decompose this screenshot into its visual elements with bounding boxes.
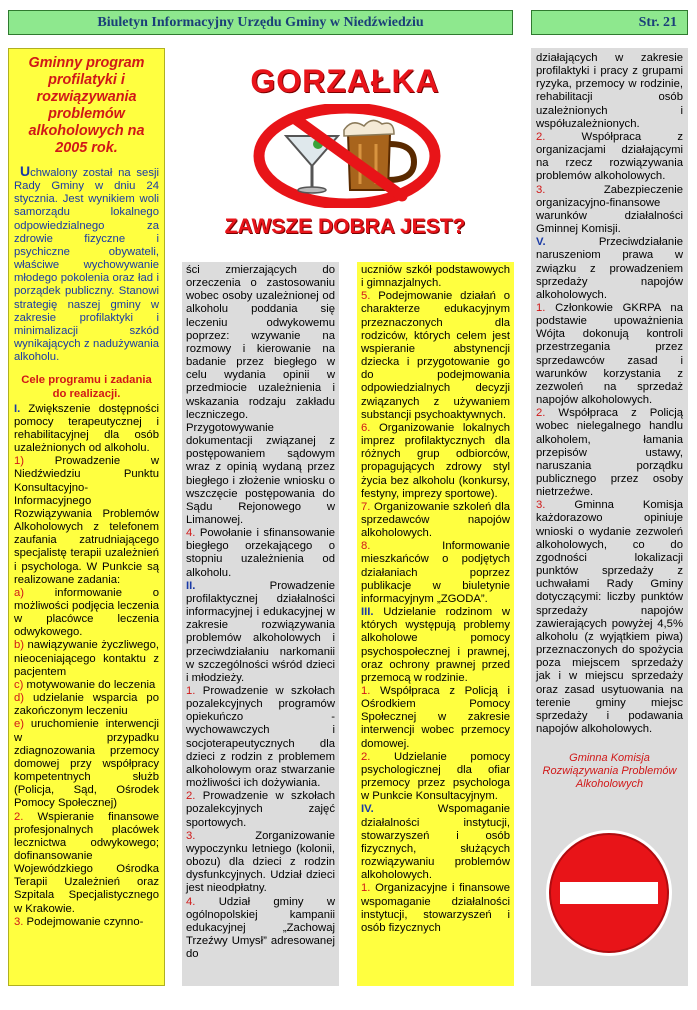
paragraph [14, 811, 159, 916]
item-number: 1. [536, 301, 546, 314]
item-text: uruchomienie interwencji w przypadku zdiagnozowania przemocy domowej przy współpracy kompetentnych służb (Policja, Sąd, Ośrodek Pomocy Społecznej) [14, 718, 159, 810]
item-text: Wspomaganie działalności instytucji, stowarzyszeń i osób fizycznych, służących rozwiązywaniu problemów alkoholowych. [361, 803, 510, 882]
item-number: 2. [536, 130, 546, 143]
item-text: Prowadzenie w Niedźwiedziu Punktu Konsultacyjno-Informacyjnego Rozwiązywania Problemów Alkoholowych z telefonem zaufania zatrudniającego specjalistę terapii uzależnień i psychologa. W Punkcie są realizowane zadania: [14, 455, 159, 586]
paragraph [361, 606, 510, 685]
item-text: Zwiększenie dostępności pomocy terapeutycznej i rehabilitacyjnej dla osób uzależnionych od alkoholu. [14, 402, 159, 455]
paragraph [361, 540, 510, 606]
intro-drop-cap: U [20, 163, 31, 179]
page-number: Str. 21 [531, 10, 688, 35]
item-number: 3. [536, 499, 546, 512]
item-text: Organizowanie lokalnych imprez profilaktycznych dla różnych grup odbiorców, propagujących zdrowy styl życia bez alkoholu (konkursy, festyny, imprezy sportowe). [361, 421, 510, 500]
item-number: e) [14, 718, 25, 731]
paragraph [186, 527, 335, 580]
item-text: Informowanie mieszkańców o podjętych działaniach poprzez publikacje w biuletynie informacyjnym „ZGODA”. [361, 540, 510, 605]
item-number: II. [186, 579, 196, 592]
paragraph [361, 501, 510, 540]
item-text: informowanie o możliwości podjęcia leczenia w placówce leczenia odwykowego. [14, 586, 159, 639]
item-text: Współpraca z organizacjami działającymi na rzecz rozwiązywania problemów alkoholowych. [536, 130, 683, 183]
item-text: nawiązywanie życzliwego, nieoceniającego kontaktu z pacjentem [14, 639, 159, 678]
item-text: udzielanie wsparcia po zakończonym leczeniu [14, 692, 159, 718]
paragraph [186, 264, 335, 527]
item-text: Podejmowanie działań o charakterze edukacyjnym przeznaczonych dla rodziców, których celem jest wspieranie abstynencji dziecka i przygotowanie go do podejmowania odpowiedzialnych decyzji związanych z używaniem substancji psychoaktywnych. [361, 290, 510, 421]
item-text: Członkowie GKRPA na podstawie upoważnienia Wójta dokonują kontroli przestrzegania przez sprzedawców zasad i warunków korzystania z zezwoleń na sprzedaż napojów alkoholowych. [536, 301, 683, 407]
item-number: 4. [186, 895, 196, 908]
column-3-list [361, 264, 510, 935]
paragraph [361, 751, 510, 804]
goals-title: Cele programu i zadania do realizacji. [21, 374, 152, 400]
paragraph [536, 407, 683, 499]
item-number: 1. [361, 685, 371, 697]
column-2 [182, 262, 339, 986]
item-number: a) [14, 586, 25, 599]
paragraph [14, 403, 159, 456]
item-text: Udział gminy w ogólnopolskiej kampanii edukacyjnej „Zachowaj Trzeźwy Umysł” adresowanej do [186, 895, 335, 961]
poster-tagline: ZAWSZE DOBRA JEST? [224, 215, 466, 238]
column-1 [8, 48, 165, 986]
paragraph [186, 896, 335, 962]
item-text: Podejmowanie czynno- [23, 915, 144, 928]
paragraph [14, 679, 159, 692]
item-text: Gminna Komisja każdorazowo opiniuje wnioski o wydanie zezwoleń alkoholowych, co do zgodności lokalizacji punktów sprzedaży z uchwałami Rady Gminy dotyczącymi: liczby punktów sprzedaży napojów zawierających powyżej 4,5% alkoholu (z wyjątkiem piwa) przeznaczonych do spożycia poza miejscem sprzedaży jak i w miejscu sprzedaży oraz zasad usytuowania na terenie gminy miejsc sprzedaży i podawania napojów alkoholowych. [536, 499, 683, 735]
item-number: d) [14, 692, 25, 705]
item-number: 2. [536, 407, 546, 420]
item-number: 3. [186, 829, 196, 842]
item-text: Udzielanie rodzinom w których występują problemy alkoholowe pomocy psychospołecznej i prawnej, oraz ochrony prawnej przed przemocą w rodzinie. [361, 606, 510, 684]
item-number: 2. [361, 750, 371, 763]
item-number: 3. [14, 915, 24, 928]
item-number: 4. [186, 527, 196, 540]
paragraph [14, 455, 159, 587]
paragraph [361, 290, 510, 422]
item-number: I. [14, 402, 21, 415]
paragraph [186, 580, 335, 685]
item-number: 1) [14, 455, 25, 468]
paragraph [536, 499, 683, 736]
bulletin-title: Biuletyn Informacyjny Urzędu Gminy w Niedźwiedziu [8, 10, 513, 35]
intro-text: chwalony został na sesji Rady Gminy w dniu 24 stycznia. Jest wynikiem woli samorządu lokalnego odpowiedzialnego za zdrowie fizyczne i psychiczne obywateli, właściwe wychowywanie młodego pokolenia oraz ład i porządek publiczny. Stanowi strategię naszej gminy w zakresie profilaktyki i minimalizacji szkód wynikających z nadużywania alkoholu. [14, 167, 159, 364]
item-text: Prowadzenie w szkołach pozalekcyjnych zajęć sportowych. [186, 790, 335, 829]
item-text: ści zmierzających do orzeczenia o zastosowaniu wobec osoby uzależnionej od alkoholu poddania się leczeniu odwykowemu poprzez: wzywanie na rozmowy i kierowanie na badanie przez biegłego w celu wydania opinii w przedmiocie uzależnienia i wskazania rodzaju zakładu leczniczego. Przygotowywanie dokumentacji związanej z postępowaniem sądowym wraz z opinią wydaną przez biegłego i złożenie wniosku o wszczęcie postępowania do Sądu Rejonowego w Limanowej. [186, 264, 335, 526]
item-text: uczniów szkół podstawowych i gimnazjalnych. [361, 264, 510, 290]
item-number: 1. [186, 685, 196, 697]
item-text: Prowadzenie w szkołach pozalekcyjnych programów opiekuńczo - wychowawczych i socjoterapeutycznych dla dzieci z rodzin z problemem alkoholowym oraz stwarzanie możliwości ich dożywiania. [186, 685, 335, 790]
item-text: Organizowanie szkoleń dla sprzedawców napojów alkoholowych. [361, 500, 510, 540]
paragraph [536, 236, 683, 302]
paragraph [186, 790, 335, 829]
no-alcohol-icon [252, 104, 442, 208]
item-number: V. [536, 236, 546, 249]
paragraph [361, 803, 510, 882]
item-text: Organizacyjne i finansowe wspomaganie działalności instytucji, stowarzyszeń i osób fizycznych [361, 882, 510, 934]
item-number: c) [14, 678, 24, 691]
item-number: 2. [14, 810, 24, 823]
column-4-list [536, 52, 683, 736]
item-number: 2. [186, 790, 196, 803]
program-intro [14, 165, 159, 364]
paragraph [186, 685, 335, 790]
poster-headline: GORZAŁKA [250, 63, 440, 99]
commission-signature: Gminna Komisja Rozwiązywania Problemów Alkoholowych [542, 752, 677, 791]
column-2-list [186, 264, 335, 961]
paragraph [361, 422, 510, 501]
item-number: b) [14, 639, 25, 652]
item-number: 1. [361, 882, 371, 895]
item-text: Powołanie i sfinansowanie biegłego orzekającego o stopniu uzależnienia od alkoholu. [186, 527, 335, 579]
paragraph [186, 830, 335, 896]
item-text: Przeciwdziałanie naruszeniom prawa w związku z prowadzeniem sprzedaży napojów alkoholowych. [536, 236, 683, 301]
item-number: III. [361, 606, 374, 619]
paragraph [536, 184, 683, 237]
paragraph [361, 882, 510, 935]
item-number: 7. [361, 500, 371, 513]
paragraph [361, 685, 510, 751]
item-text: Zabezpieczenie organizacyjno-finansowe warunków działalności Gminnej Komisji. [536, 183, 683, 236]
item-text: Współpraca z Policją i Ośrodkiem Pomocy Społecznej w zakresie interwencji wobec przemocy domowej. [361, 685, 510, 750]
item-number: IV. [361, 803, 374, 816]
paragraph [536, 302, 683, 407]
paragraph [14, 718, 159, 810]
item-number: 3. [536, 183, 546, 196]
item-text: Prowadzenie profilaktycznej działalności informacyjnej i edukacyjnej w zakresie rozwiązywania problemów alkoholowych i przeciwdziałaniu narkomanii w szczególności wśród dzieci i młodzieży. [186, 579, 335, 684]
item-number: 8. [361, 540, 371, 553]
item-number: 5. [361, 290, 371, 303]
paragraph [14, 639, 159, 678]
item-text: Współpraca z Policją wobec nielegalnego handlu alkoholem, łamania przepisów ustawy, naruszania porządku publicznego przez osoby nietrzeźwe. [536, 407, 683, 499]
column-1-list [14, 403, 159, 929]
paragraph [14, 692, 159, 718]
paragraph [14, 587, 159, 640]
paragraph [14, 916, 159, 929]
item-text: Wspieranie finansowe profesjonalnych placówek lecznictwa odwykowego; dofinansowanie Wojewódzkiego Ośrodka Terapii Uzależnień oraz Szpitala Specjalistycznego w Krakowie. [14, 810, 159, 915]
paragraph [361, 264, 510, 290]
item-text: działających w zakresie profilaktyki i pracy z grupami ryzyka, przemocy w rodzinie, rehabilitacji osób uzależnionych i współuzależnionych. [536, 52, 683, 130]
item-text: Zorganizowanie wypoczynku letniego (kolonii, obozu) dla dzieci z rodzin dysfunkcyjnych. Udział dzieci jest nieodpłatny. [186, 829, 335, 895]
item-number: 6. [361, 421, 371, 434]
program-title: Gminny program profilatyki i rozwiązywania problemów alkoholowych na 2005 rok. [28, 55, 145, 156]
item-text: motywowanie do leczenia [23, 678, 156, 691]
column-3 [357, 262, 514, 986]
paragraph [536, 52, 683, 131]
no-entry-sign-icon [544, 828, 674, 958]
paragraph [536, 131, 683, 184]
item-text: Udzielanie pomocy psychologicznej dla ofiar przemocy przez psychologa w Punkcie Konsultacyjnym. [361, 750, 510, 803]
